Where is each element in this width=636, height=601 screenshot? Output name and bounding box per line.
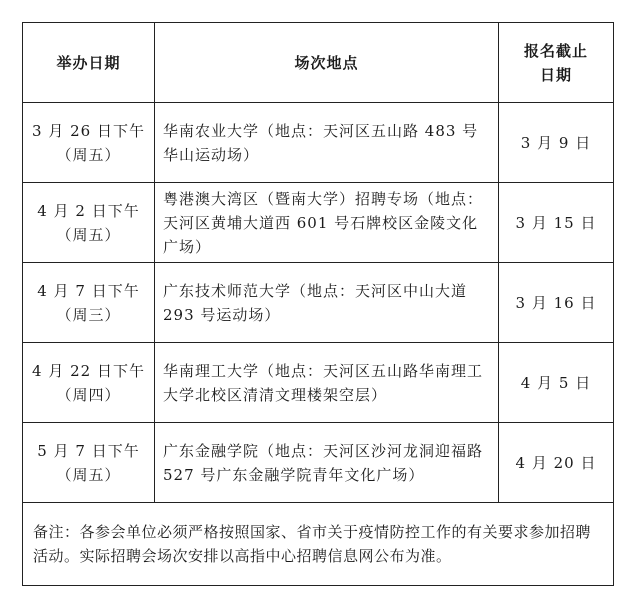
note-text: 备注：各参会单位必须严格按照国家、省市关于疫情防控工作的有关要求参加招聘活动。实际招聘会场次安排以高指中心招聘信息网公布为准。 [33,523,592,565]
date-text: 3 月 26 日下午 [32,121,145,140]
venue-cell: 粤港澳大湾区（暨南大学）招聘专场（地点：天河区黄埔大道西 601 号石牌校区金陵文化广场） [155,183,499,262]
table-row [23,343,613,423]
table-row [23,263,613,343]
venue-cell: 广东金融学院（地点：天河区沙河龙洞迎福路 527 号广东金融学院青年文化广场） [155,423,499,502]
date-cell [23,423,155,502]
deadline-cell: 4 月 5 日 [520,373,592,392]
weekday-text: （周五） [56,145,121,164]
date-cell [23,343,155,422]
deadline-cell: 3 月 15 日 [515,213,597,232]
weekday-text: （周五） [56,225,121,244]
date-text: 4 月 7 日下午 [37,281,140,300]
date-text: 4 月 2 日下午 [37,201,140,220]
header-deadline-line2: 日期 [539,65,572,84]
date-cell [23,103,155,182]
weekday-text: （周四） [56,385,121,404]
schedule-table [22,22,614,586]
table-row [23,103,613,183]
table-header-row [23,23,613,103]
date-text: 5 月 7 日下午 [37,441,140,460]
venue-cell: 华南农业大学（地点：天河区五山路 483 号华山运动场） [155,103,499,182]
weekday-text: （周三） [56,305,121,324]
deadline-cell: 4 月 20 日 [515,453,597,472]
weekday-text: （周五） [56,465,121,484]
date-cell [23,183,155,262]
deadline-cell: 3 月 16 日 [515,293,597,312]
date-text: 4 月 22 日下午 [32,361,145,380]
table-row [23,183,613,263]
date-cell [23,263,155,342]
deadline-cell: 3 月 9 日 [520,133,592,152]
table-row [23,423,613,503]
header-venue: 场次地点 [155,23,499,102]
venue-cell: 广东技术师范大学（地点：天河区中山大道 293 号运动场） [155,263,499,342]
venue-cell: 华南理工大学（地点：天河区五山路华南理工大学北校区清清文理楼架空层） [155,343,499,422]
header-date: 举办日期 [23,23,155,102]
header-deadline [499,23,613,102]
header-deadline-line1: 报名截止 [523,41,588,60]
note-row [23,503,613,585]
